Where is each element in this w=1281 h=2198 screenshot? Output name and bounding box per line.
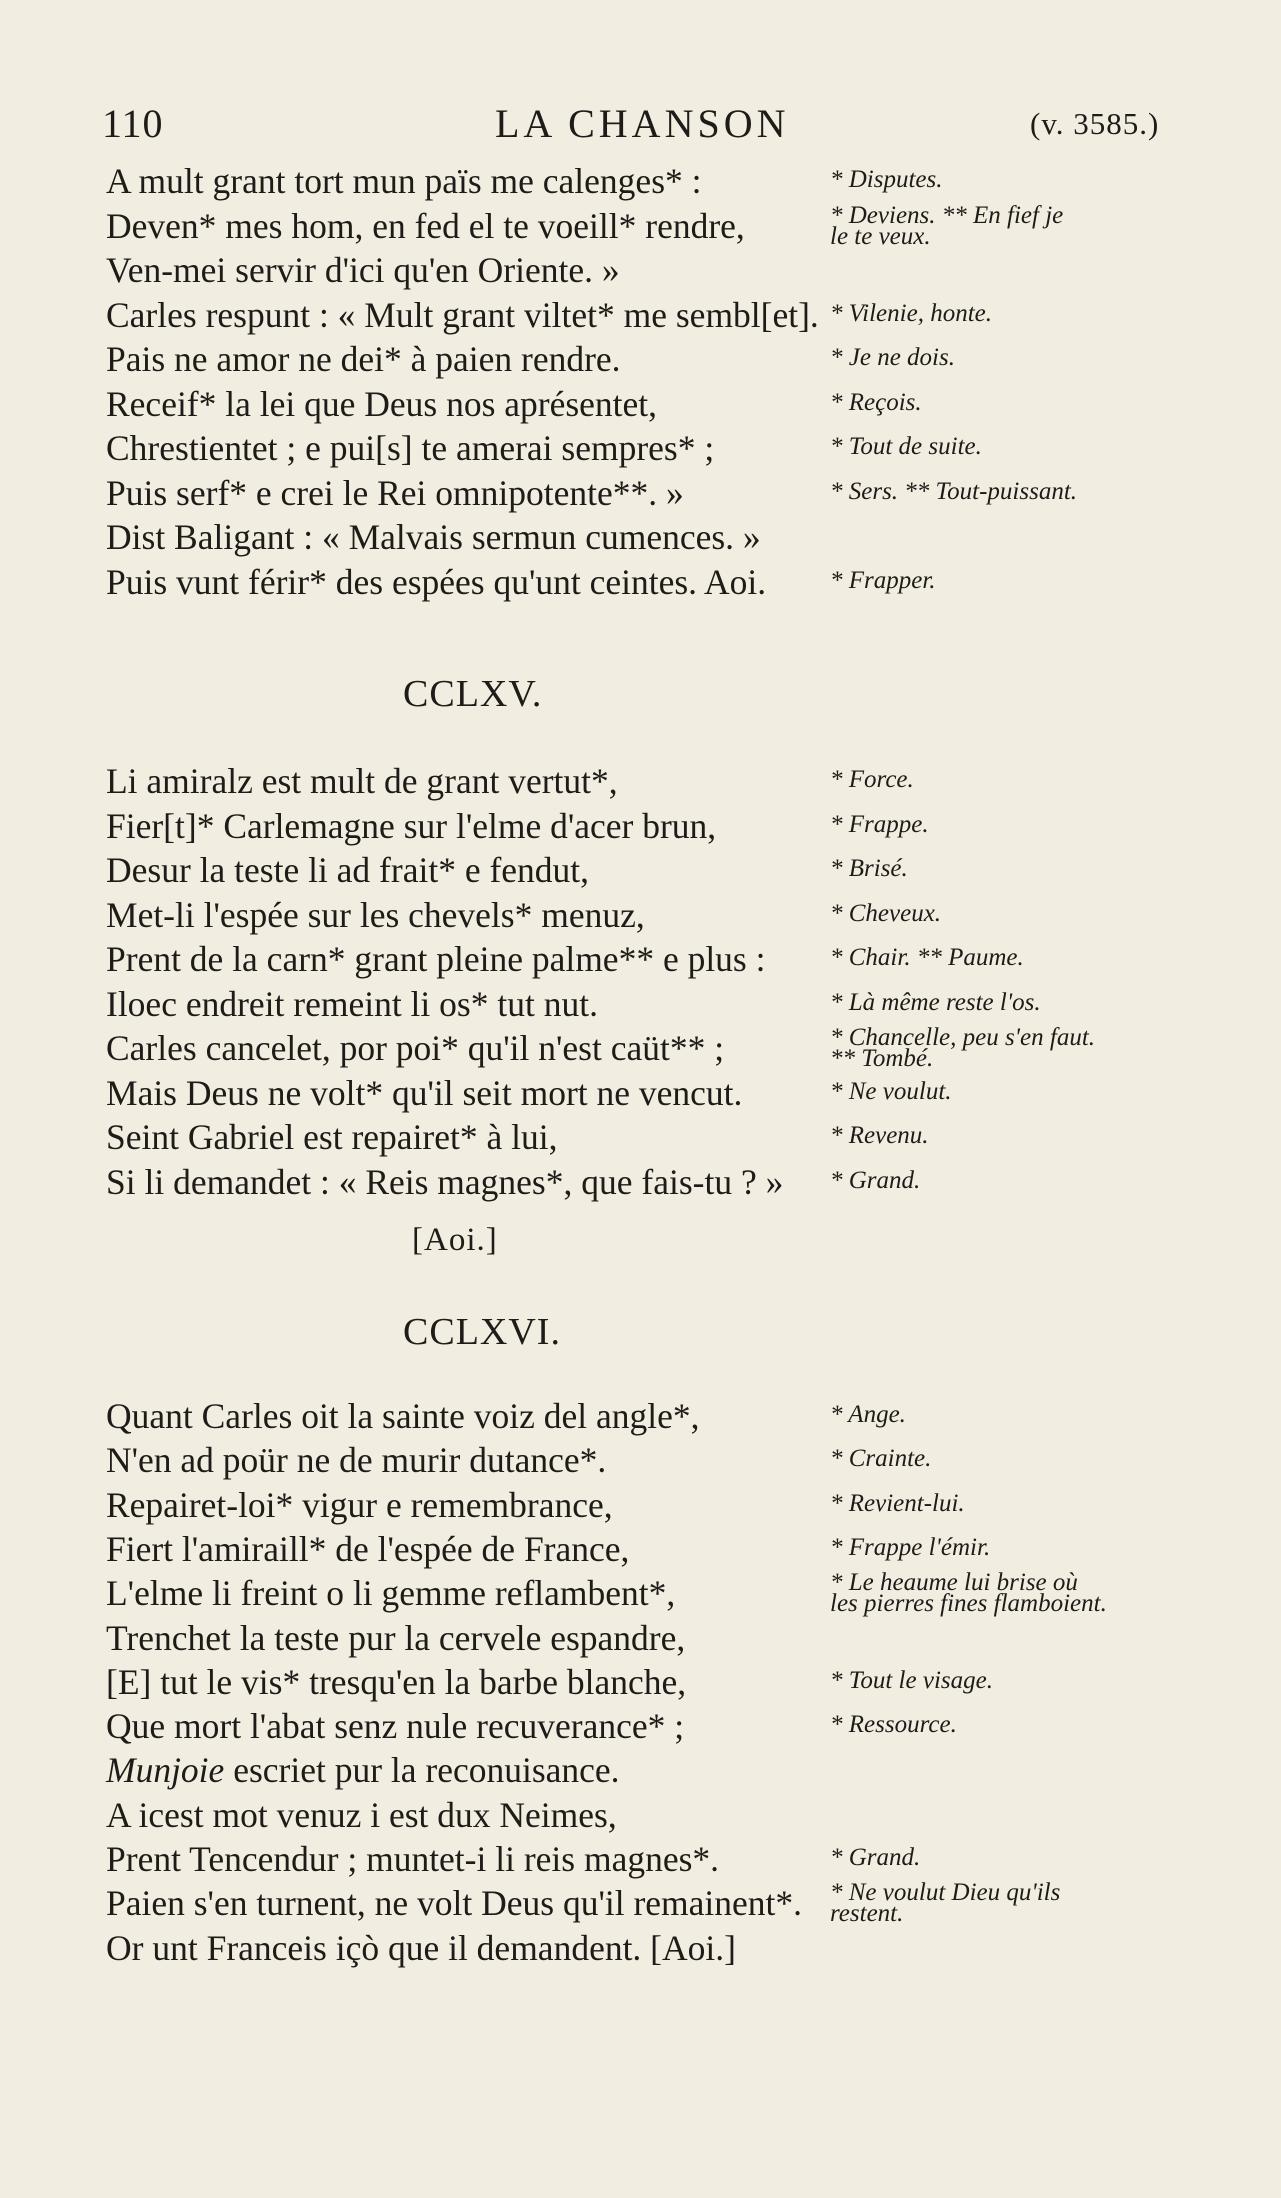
running-title: LA CHANSON <box>495 101 790 146</box>
verse-text: N'en ad poür ne de murir dutance*. <box>106 1440 607 1481</box>
verse-line <box>0 249 1281 293</box>
verse-line <box>0 1794 1281 1838</box>
gloss-text: * Je ne dois. <box>830 344 955 371</box>
gloss-note <box>830 1844 920 1872</box>
verse-text: Puis serf* e crei le Rei omnipotente**. » <box>106 472 684 513</box>
verse-text: Chrestientet ; e pui[s] te amerai sempres* ; <box>106 428 715 468</box>
verse-text: Que mort l'abat senz nule recuverance* ; <box>106 1706 685 1747</box>
gloss-text-continued: restent. <box>830 1900 904 1928</box>
gloss-text: * Ne voulut Dieu qu'ils <box>830 1879 1061 1907</box>
gloss-text: * Chair. ** Paume. <box>830 944 1024 971</box>
verse-line <box>0 561 1281 605</box>
section-heading-cclxv: CCLXV. <box>403 673 543 715</box>
verse-text: L'elme li freint o li gemme reflambent*, <box>106 1573 676 1614</box>
verse-line <box>0 1395 1281 1439</box>
verse-text: Trenchet la teste pur la cervele espandre, <box>106 1617 686 1658</box>
gloss-note <box>830 1569 1107 1618</box>
verse-text: A icest mot venuz i est dux Neimes, <box>106 1794 617 1835</box>
gloss-text: * Revient-lui. <box>830 1489 965 1517</box>
verse-text: Fiert l'amiraill* de l'espée de France, <box>106 1528 630 1569</box>
verse-line <box>0 894 1281 938</box>
gloss-text: * Là même reste l'os. <box>830 988 1041 1016</box>
gloss-text: * Grand. <box>830 1166 921 1194</box>
gloss-text-continued: le te veux. <box>830 222 931 250</box>
verse-text: Fier[t]* Carlemagne sur l'elme d'acer brun, <box>106 805 717 846</box>
gloss-note <box>830 1445 931 1473</box>
gloss-note <box>830 766 914 794</box>
verse-text-rest: escriet pur la reconuisance. <box>224 1750 620 1791</box>
verse-text: Quant Carles oit la sainte voiz del angle*, <box>106 1396 700 1436</box>
verse-line <box>0 1927 1281 1971</box>
verse-text: Receif* la lei que Deus nos aprésentet, <box>106 383 658 424</box>
gloss-note <box>830 1167 920 1195</box>
verse-text: Carles respunt : « Mult grant viltet* me sembl[et]. <box>106 294 819 335</box>
gloss-text: * Sers. ** Tout-puissant. <box>830 477 1078 505</box>
verse-text: Or unt Franceis içò que il demandent. [Aoi.] <box>106 1927 736 1968</box>
gloss-note <box>830 344 955 372</box>
gloss-note <box>830 201 1064 250</box>
verse-text: Paien s'en turnent, ne volt Deus qu'il remainent*. <box>106 1883 803 1924</box>
verse-line <box>0 294 1281 338</box>
gloss-text: * Frapper. <box>830 566 936 594</box>
gloss-text: * Tout de suite. <box>830 433 982 460</box>
gloss-note <box>830 1667 993 1695</box>
verse-italic-word: Munjoie <box>106 1750 225 1791</box>
gloss-note <box>830 1879 1061 1928</box>
verse-text: Iloec endreit remeint li os* tut nut. <box>106 983 598 1024</box>
verse-text: Pais ne amor ne dei* à paien rendre. <box>106 339 621 379</box>
verse-line <box>0 938 1281 982</box>
verse-line <box>0 1617 1281 1661</box>
gloss-note <box>830 389 922 417</box>
verse-text: Met-li l'espée sur les chevels* menuz, <box>106 894 645 935</box>
verse-text: Carles cancelet, por poi* qu'il n'est caüt** ; <box>106 1028 725 1068</box>
gloss-note <box>830 1534 990 1562</box>
verse-text: Si li demandet : « Reis magnes*, que fais-tu ? » <box>106 1161 784 1202</box>
verse-line <box>0 201 1281 250</box>
gloss-note <box>830 855 908 883</box>
aoi-refrain: [Aoi.] <box>412 1222 498 1258</box>
verse-line <box>0 516 1281 560</box>
gloss-text: * Reçois. <box>830 388 922 416</box>
verse-line <box>0 160 1281 204</box>
verse-text: Desur la teste li ad frait* e fendut, <box>106 850 590 890</box>
gloss-text-continued: les pierres fines flamboient. <box>830 1590 1107 1618</box>
gloss-text: * Crainte. <box>830 1445 932 1473</box>
verse-line <box>0 1705 1281 1749</box>
verse-text: Seint Gabriel est repairet* à lui, <box>106 1117 558 1157</box>
gloss-text: * Tout le visage. <box>830 1666 993 1694</box>
verse-line <box>0 1749 1281 1793</box>
verse-text <box>106 1749 620 1791</box>
verse-line <box>0 1024 1281 1072</box>
gloss-note <box>830 1024 1096 1072</box>
gloss-note <box>830 1078 952 1106</box>
verse-line <box>0 1439 1281 1483</box>
gloss-text: * Deviens. ** En fief je <box>830 201 1064 229</box>
section-heading-cclxvi: CCLXVI. <box>403 1311 561 1353</box>
gloss-note <box>830 166 943 194</box>
verse-line <box>0 472 1281 516</box>
verse-line <box>0 760 1281 804</box>
verse-text: Prent de la carn* grant pleine palme** e plus : <box>106 939 766 979</box>
gloss-note <box>830 1401 906 1429</box>
verse-line <box>0 1116 1281 1160</box>
page-number: 110 <box>102 101 164 146</box>
verse-line <box>0 805 1281 849</box>
verse-line <box>0 1661 1281 1705</box>
verse-text: Repairet-loi* vigur e remembrance, <box>106 1484 613 1525</box>
verse-line <box>0 1161 1281 1205</box>
gloss-text: * Vilenie, honte. <box>830 299 992 327</box>
verse-line <box>0 1484 1281 1528</box>
gloss-note <box>830 478 1077 506</box>
gloss-text: * Chancelle, peu s'en faut. <box>830 1024 1096 1051</box>
verse-text: Ven-mei servir d'ici qu'en Oriente. » <box>106 250 620 290</box>
gloss-text: * Force. <box>830 766 914 793</box>
gloss-text: * Grand. <box>830 1844 921 1871</box>
gloss-note <box>830 1711 957 1739</box>
gloss-note <box>830 944 1024 972</box>
verse-line <box>0 1838 1281 1882</box>
verse-reference: (v. 3585.) <box>1030 106 1160 141</box>
verse-text: Mais Deus ne volt* qu'il seit mort ne vencut. <box>106 1072 743 1113</box>
gloss-note <box>830 1490 965 1518</box>
verse-line <box>0 1528 1281 1572</box>
verse-text: [E] tut le vis* tresqu'en la barbe blanche, <box>106 1661 687 1702</box>
gloss-note <box>830 567 936 595</box>
gloss-text-continued: ** Tombé. <box>830 1045 934 1072</box>
gloss-text: * Ne voulut. <box>830 1077 952 1105</box>
gloss-note <box>830 433 982 461</box>
verse-line <box>0 427 1281 471</box>
gloss-text: * Ange. <box>830 1401 906 1428</box>
verse-line <box>0 1569 1281 1618</box>
gloss-note <box>830 900 941 928</box>
verse-line <box>0 383 1281 427</box>
verse-line <box>0 1072 1281 1116</box>
verse-text: Puis vunt férir* des espées qu'unt ceintes. Aoi. <box>106 561 767 602</box>
gloss-note <box>830 300 992 328</box>
gloss-text: * Le heaume lui brise où <box>830 1569 1078 1597</box>
gloss-text: * Revenu. <box>830 1122 929 1149</box>
verse-line <box>0 849 1281 893</box>
gloss-note <box>830 989 1041 1017</box>
gloss-text: * Frappe. <box>830 810 929 838</box>
gloss-note <box>830 1122 929 1150</box>
verse-line <box>0 338 1281 382</box>
gloss-text: * Ressource. <box>830 1711 957 1739</box>
gloss-text: * Frappe l'émir. <box>830 1533 991 1561</box>
gloss-text: * Brisé. <box>830 855 908 882</box>
verse-line <box>0 983 1281 1027</box>
gloss-text: * Cheveux. <box>830 899 942 927</box>
verse-text: Dist Baligant : « Malvais sermun cumences. » <box>106 517 761 557</box>
gloss-text: * Disputes. <box>830 166 943 193</box>
gloss-note <box>830 811 929 839</box>
verse-line <box>0 1879 1281 1928</box>
verse-text: Prent Tencendur ; muntet-i li reis magnes*. <box>106 1839 720 1879</box>
verse-text: A mult grant tort mun païs me calenges* : <box>106 161 702 201</box>
verse-text: Li amiralz est mult de grant vertut*, <box>106 761 618 801</box>
verse-text: Deven* mes hom, en fed el te voeill* rendre, <box>106 205 745 246</box>
